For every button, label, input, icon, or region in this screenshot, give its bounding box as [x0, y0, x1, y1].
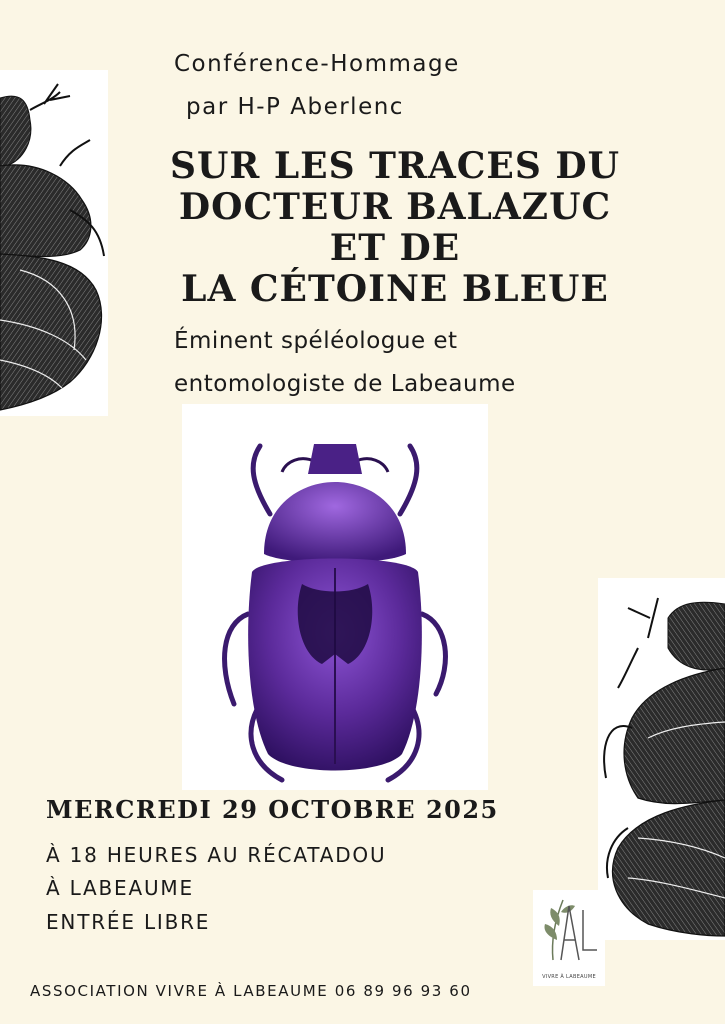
pre-title-line1: Conférence-Hommage	[174, 51, 460, 77]
title-line: ET DE	[329, 227, 461, 269]
subtitle-line1: Éminent spéléologue et	[174, 328, 458, 354]
engraved-beetle-drawing	[0, 70, 108, 416]
pre-title-line2: par H-P Aberlenc	[186, 94, 404, 120]
association-logo	[533, 890, 605, 986]
title-line: DOCTEUR BALAZUC	[178, 186, 612, 228]
cetoine-beetle-image	[182, 404, 488, 790]
leaf-logo-icon	[533, 890, 605, 970]
blue-cetoine-photo	[182, 404, 488, 790]
main-title	[165, 146, 625, 310]
logo-caption: VIVRE À LABEAUME	[542, 974, 596, 980]
subtitle-line2: entomologiste de Labeaume	[174, 371, 516, 397]
event-town: À LABEAUME	[46, 876, 194, 900]
title-line: SUR LES TRACES DU	[169, 145, 620, 187]
event-date: MERCREDI 29 OCTOBRE 2025	[46, 795, 499, 824]
title-line: LA CÉTOINE BLEUE	[181, 268, 609, 310]
event-entry: ENTRÉE LIBRE	[46, 910, 211, 934]
engraved-beetle-bottom-right	[598, 578, 725, 940]
engraved-beetle-top-left	[0, 70, 108, 416]
engraved-beetle-drawing-2	[598, 578, 725, 940]
footer-contact: ASSOCIATION VIVRE À LABEAUME 06 89 96 93 60	[30, 982, 472, 1000]
event-time-place: À 18 HEURES AU RÉCATADOU	[46, 843, 387, 867]
